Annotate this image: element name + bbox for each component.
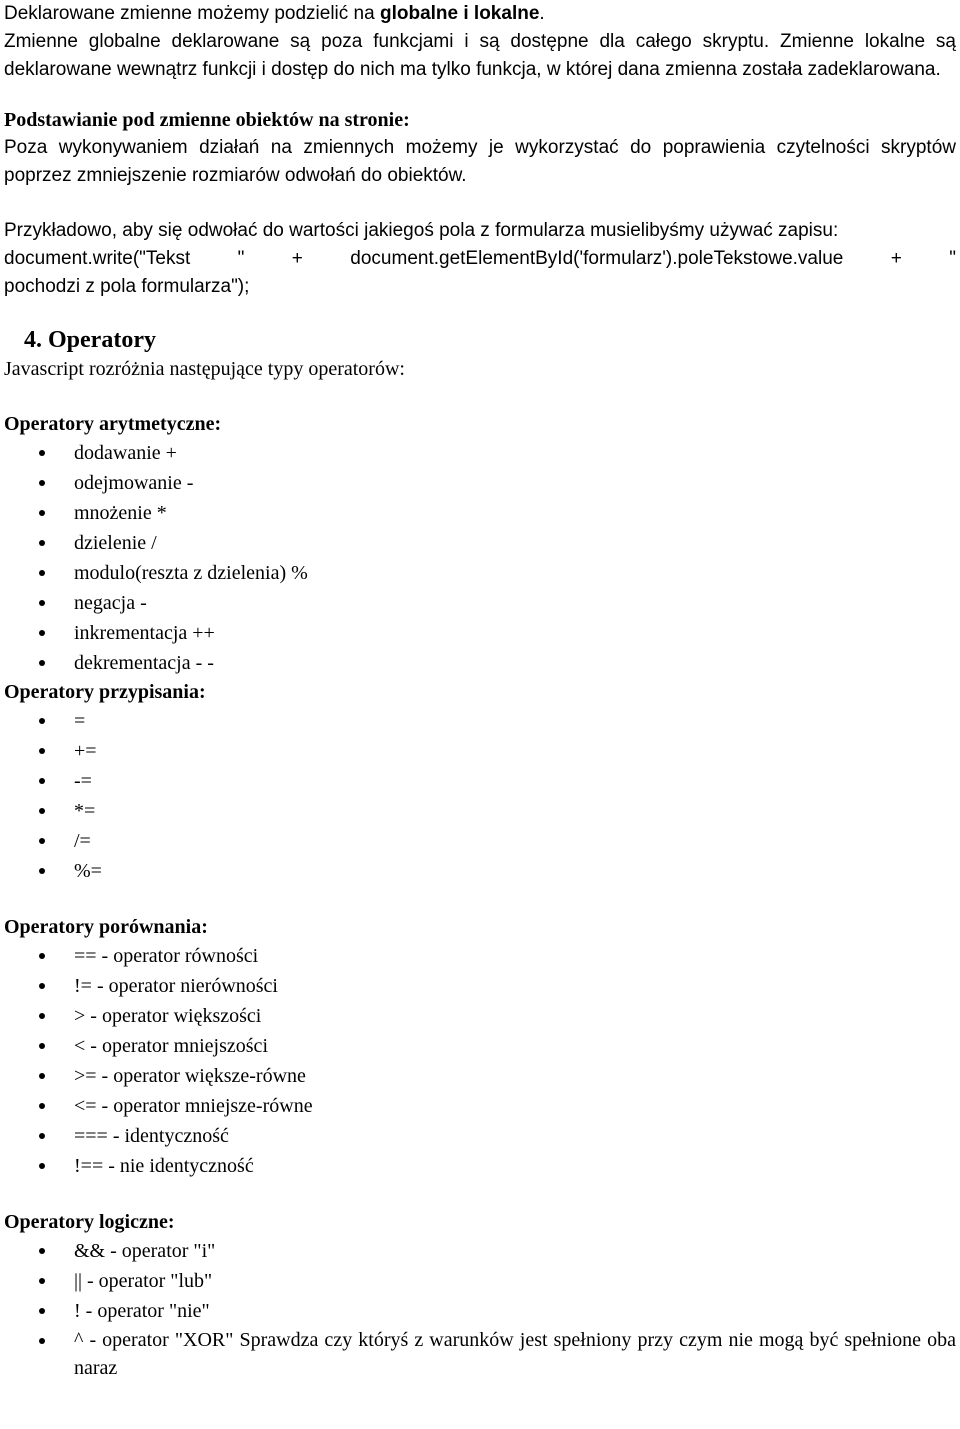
category-title-arithmetic: Operatory arytmetyczne: (4, 413, 222, 435)
list-item: negacja - (74, 592, 147, 614)
code-example-line2: pochodzi z pola formularza"); (4, 276, 250, 297)
category-title-logical: Operatory logiczne: (4, 1211, 175, 1233)
list-item: > - operator większości (74, 1005, 262, 1027)
list-item: >= - operator większe-równe (74, 1065, 306, 1087)
list-item: && - operator "i" (74, 1240, 216, 1262)
list-item: < - operator mniejszości (74, 1035, 268, 1057)
list-item: dodawanie + (74, 442, 177, 464)
code-part: " (237, 248, 245, 269)
list-item: ^ - operator "XOR" Sprawdza czy któryś z warunków jest spełniony przy czym nie mogą być spełnione oba naraz (74, 1329, 956, 1379)
intro-suffix: . (539, 3, 545, 24)
intro-paragraph: Zmienne globalne deklarowane są poza funkcjami i są dostępne dla całego skryptu. Zmienne lokalne są deklarowane wewnątrz funkcji i dostęp do nich ma tylko funkcja, w której dana zmienna została zadeklarowana. (4, 31, 956, 80)
list-item: <= - operator mniejsze-równe (74, 1095, 313, 1117)
list-item: mnożenie * (74, 502, 167, 524)
section-number: 4. (24, 327, 42, 353)
code-part: + (890, 248, 902, 269)
list-item: += (74, 740, 97, 762)
code-part: + (291, 248, 303, 269)
category-title-comparison: Operatory porównania: (4, 916, 208, 938)
list-item: dzielenie / (74, 532, 157, 554)
code-part: document.write("Tekst (4, 248, 191, 269)
list-item: dekrementacja - - (74, 652, 214, 674)
list-item: == - operator równości (74, 945, 259, 967)
operators-intro: Javascript rozróżnia następujące typy operatorów: (4, 358, 405, 380)
list-item: = (74, 710, 86, 732)
document-page (4, 0, 956, 1382)
list-item: ! - operator "nie" (74, 1300, 210, 1322)
category-title-assignment: Operatory przypisania: (4, 681, 206, 703)
list-item: *= (74, 800, 96, 822)
list-comparison (4, 941, 956, 1181)
intro-line (4, 0, 956, 28)
list-logical (4, 1236, 956, 1382)
section-heading (4, 325, 956, 355)
list-arithmetic (4, 438, 956, 678)
list-item: odejmowanie - (74, 472, 194, 494)
list-item: /= (74, 830, 91, 852)
list-item: === - identyczność (74, 1125, 229, 1147)
code-example-line1 (4, 245, 956, 273)
list-item: modulo(reszta z dzielenia) % (74, 562, 308, 584)
section-title: Operatory (48, 327, 156, 353)
list-item: -= (74, 770, 92, 792)
substitution-paragraph: Poza wykonywaniem działań na zmiennych możemy je wykorzystać do poprawienia czytelności skryptów poprzez zmniejszenie rozmiarów odwołań do obiektów. (4, 137, 956, 186)
intro-prefix: Deklarowane zmienne możemy podzielić na (4, 3, 380, 24)
list-item: !== - nie identyczność (74, 1155, 254, 1177)
list-item: inkrementacja ++ (74, 622, 215, 644)
list-item: || - operator "lub" (74, 1270, 213, 1292)
intro-bold: globalne i lokalne (379, 3, 540, 24)
example-intro: Przykładowo, aby się odwołać do wartości jakiegoś pola z formularza musielibyśmy używać zapisu: (4, 220, 839, 241)
substitution-heading: Podstawianie pod zmienne obiektów na stronie: (4, 109, 410, 131)
code-part: document.getElementById('formularz').poleTekstowe.value (350, 248, 844, 269)
list-item: %= (74, 860, 102, 882)
list-assignment (4, 706, 956, 886)
code-part: " (949, 248, 956, 269)
list-item: != - operator nierówności (74, 975, 278, 997)
